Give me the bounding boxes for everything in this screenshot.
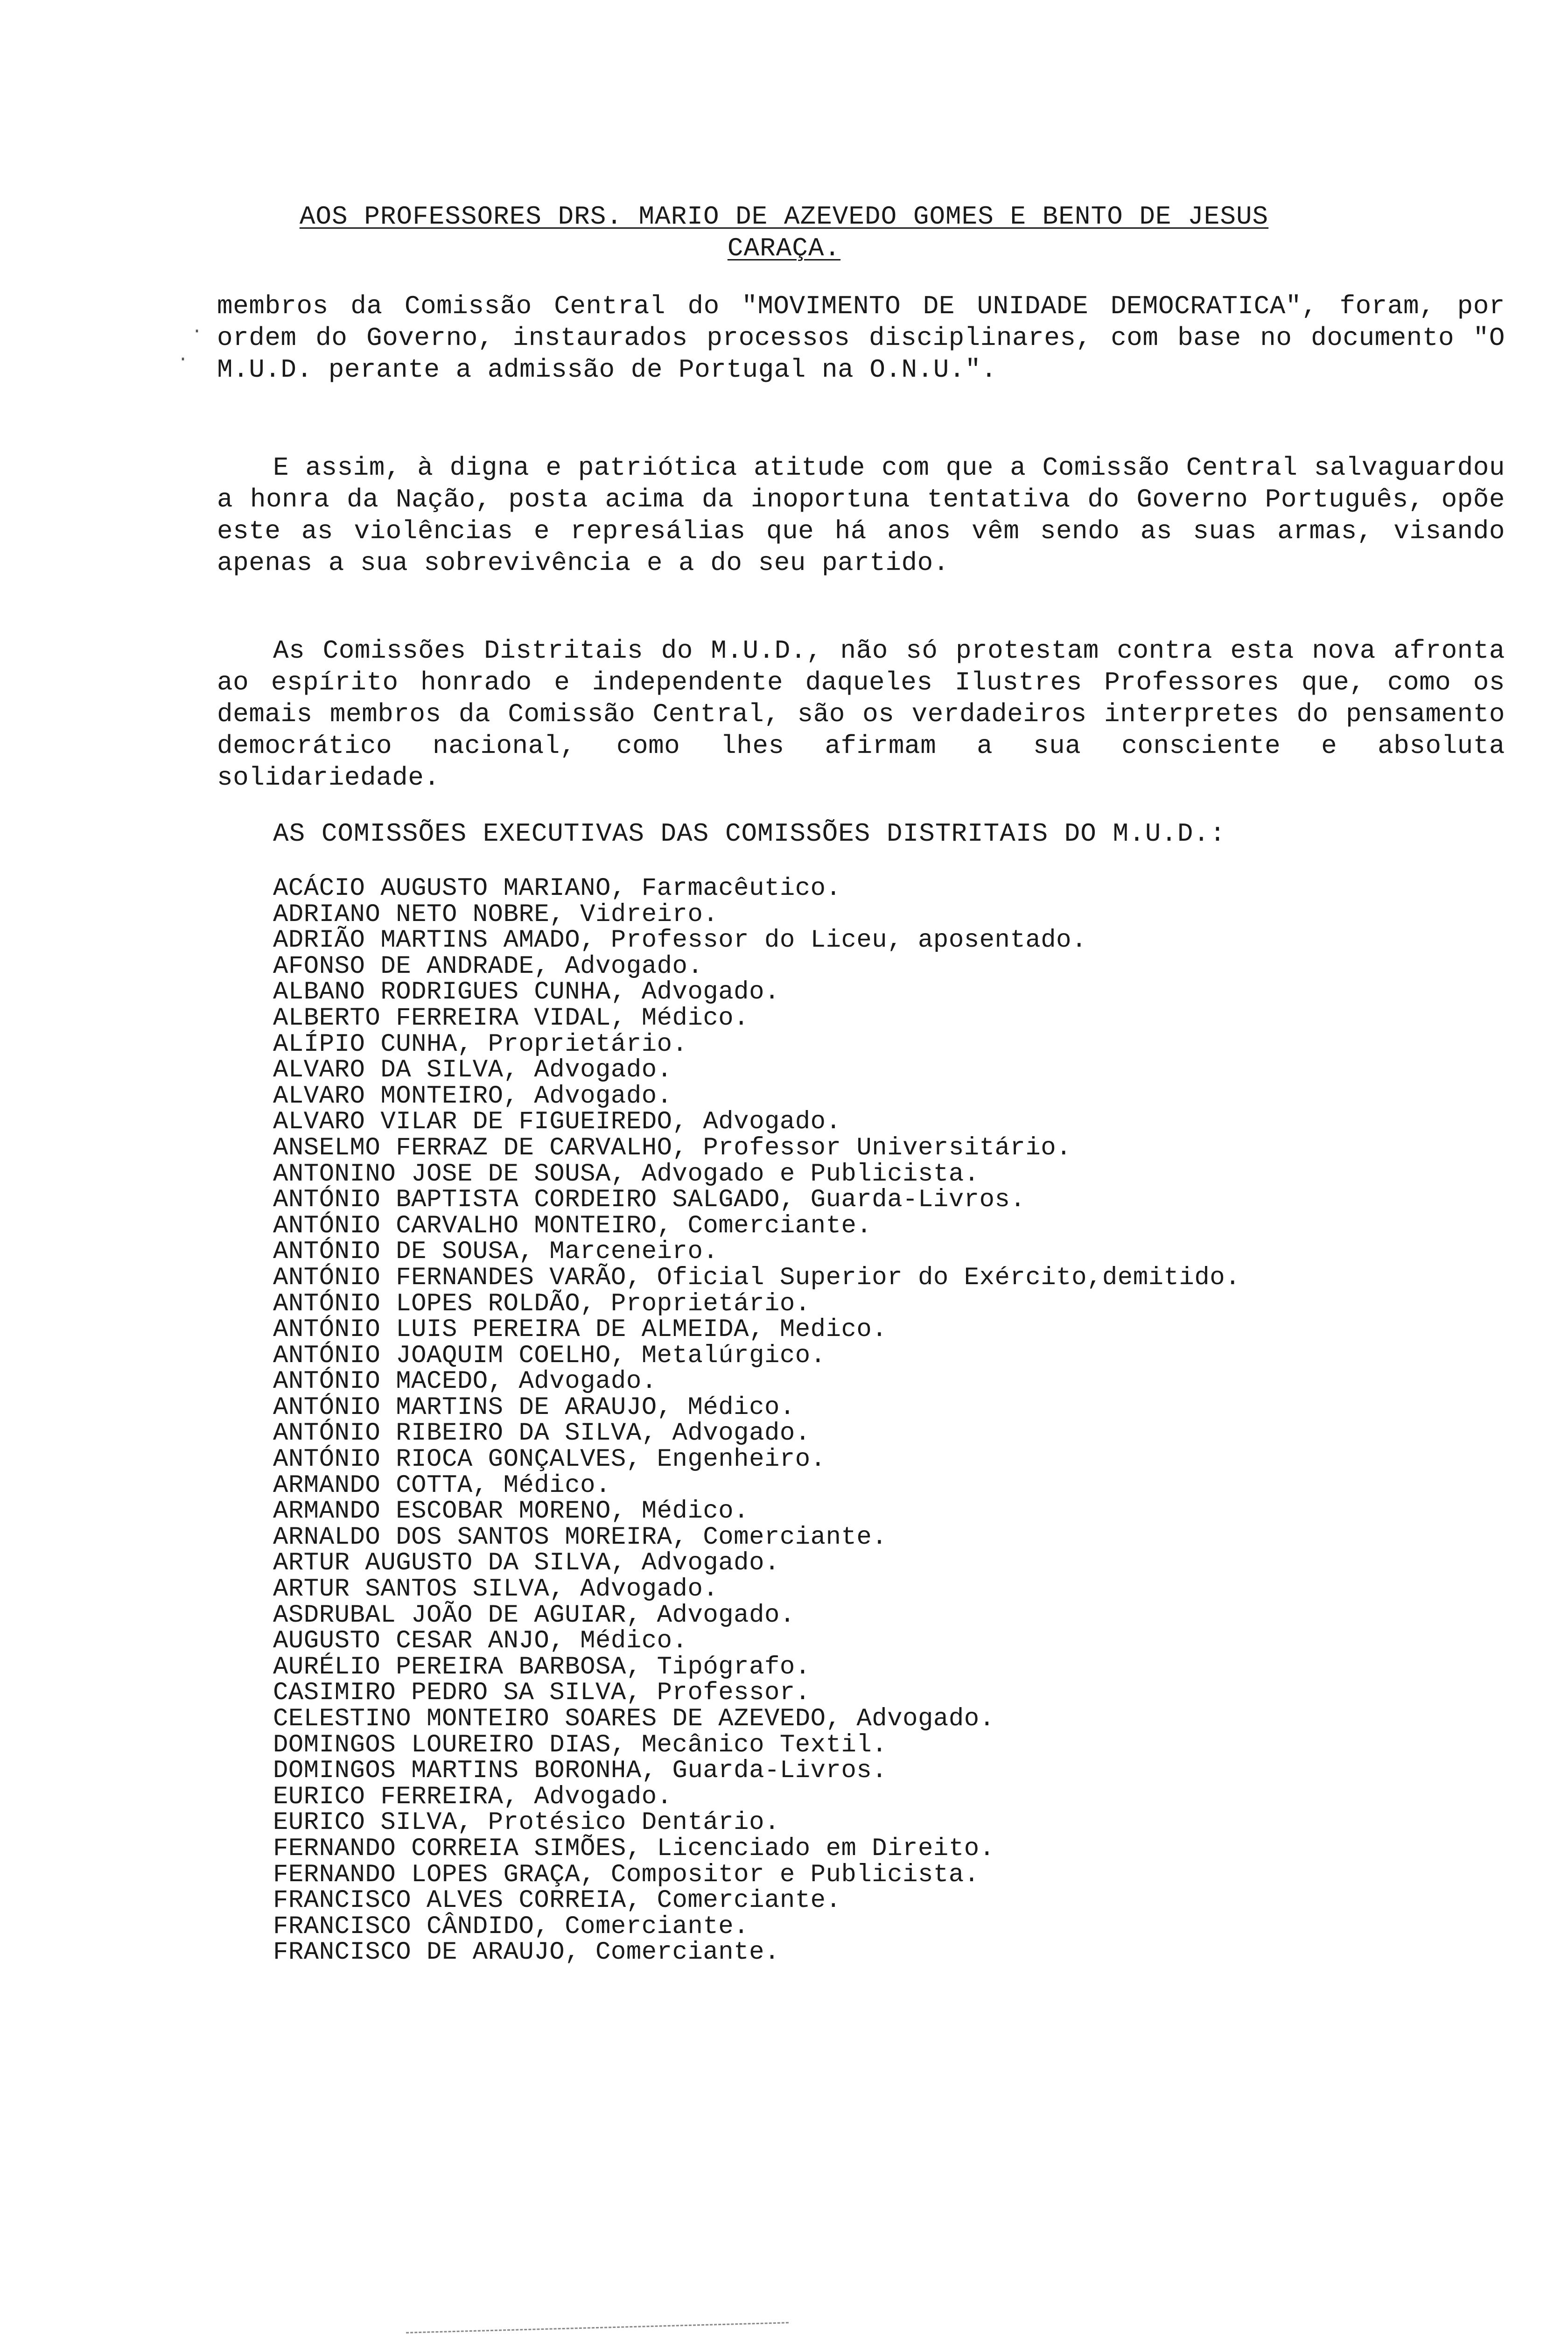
signatory-entry: ARMANDO ESCOBAR MORENO, Médico.: [273, 1497, 749, 1526]
signatory-entry: ANTÓNIO MARTINS DE ARAUJO, Médico.: [273, 1393, 795, 1422]
signatory-entry: EURICO SILVA, Protésico Dentário.: [273, 1808, 780, 1837]
list-heading: AS COMISSÕES EXECUTIVAS DAS COMISSÕES DISTRITAIS DO M.U.D.:: [273, 819, 1226, 849]
signatory-entry: FERNANDO CORREIA SIMÕES, Licenciado em Direito.: [273, 1834, 995, 1863]
signatory-entry: ADRIÃO MARTINS AMADO, Professor do Liceu, aposentado.: [273, 926, 1087, 955]
signatory-entry: ANTÓNIO FERNANDES VARÃO, Oficial Superior do Exército,demitido.: [273, 1263, 1241, 1292]
signatory-entry: FRANCISCO CÂNDIDO, Comerciante.: [273, 1912, 749, 1941]
signatory-entry: ALÍPIO CUNHA, Proprietário.: [273, 1030, 688, 1059]
stray-dash-line: [406, 2322, 789, 2333]
signatory-list: [273, 876, 1505, 1966]
signatory-entry: ARTUR SANTOS SILVA, Advogado.: [273, 1575, 719, 1604]
signatory-entry: CELESTINO MONTEIRO SOARES DE AZEVEDO, Advogado.: [273, 1705, 995, 1733]
signatory-entry: ANTÓNIO LUIS PEREIRA DE ALMEIDA, Medico.: [273, 1315, 888, 1344]
signatory-entry: ANSELMO FERRAZ DE CARVALHO, Professor Universitário.: [273, 1133, 1072, 1162]
signatory-entry: ANTÓNIO LOPES ROLDÃO, Proprietário.: [273, 1289, 811, 1318]
signatory-entry: ARNALDO DOS SANTOS MOREIRA, Comerciante.: [273, 1523, 888, 1552]
signatory-entry: ARTUR AUGUSTO DA SILVA, Advogado.: [273, 1549, 780, 1578]
signatory-entry: AURÉLIO PEREIRA BARBOSA, Tipógrafo.: [273, 1652, 811, 1681]
signatory-entry: ANTÓNIO RIOCA GONÇALVES, Engenheiro.: [273, 1445, 826, 1474]
signatory-entry: ARMANDO COTTA, Médico.: [273, 1471, 611, 1500]
margin-speck: .: [177, 345, 189, 366]
signatory-entry: CASIMIRO PEDRO SA SILVA, Professor.: [273, 1679, 811, 1708]
signatory-entry: ANTÓNIO RIBEIRO DA SILVA, Advogado.: [273, 1419, 811, 1448]
signatory-entry: ADRIANO NETO NOBRE, Vidreiro.: [273, 900, 719, 929]
signatory-entry: ANTÓNIO JOAQUIM COELHO, Metalúrgico.: [273, 1341, 826, 1370]
signatory-entry: EURICO FERREIRA, Advogado.: [273, 1782, 672, 1811]
signatory-entry: DOMINGOS LOUREIRO DIAS, Mecânico Textil.: [273, 1730, 888, 1759]
margin-speck: .: [191, 317, 203, 338]
signatory-entry: FRANCISCO DE ARAUJO, Comerciante.: [273, 1938, 780, 1967]
signatory-entry: ANTÓNIO DE SOUSA, Marceneiro.: [273, 1237, 719, 1266]
signatory-entry: AUGUSTO CESAR ANJO, Médico.: [273, 1627, 688, 1656]
paragraph-3: As Comissões Distritais do M.U.D., não só protestam contra esta nova afronta ao espírito honrado e independente daqueles Ilustres Professores que, como os demais membros da Comissão Central, são os verdadeiros interpretes do pensamento democrático nacional, como lhes afirmam a sua consciente e absoluta solidariedade.: [217, 636, 1505, 793]
paragraph-1: membros da Comissão Central do "MOVIMENTO DE UNIDADE DEMOCRATICA", foram, por ordem do Governo, instaurados processos disciplinares, com base no documento "O M.U.D. perante a admissão de Portugal na O.N.U.".: [217, 291, 1505, 385]
signatory-entry: DOMINGOS MARTINS BORONHA, Guarda-Livros.: [273, 1757, 888, 1786]
signatory-entry: ALBERTO FERREIRA VIDAL, Médico.: [273, 1004, 749, 1033]
signatory-entry: ACÁCIO AUGUSTO MARIANO, Farmacêutico.: [273, 874, 841, 903]
signatory-entry: FRANCISCO ALVES CORREIA, Comerciante.: [273, 1886, 841, 1915]
signatory-entry: AFONSO DE ANDRADE, Advogado.: [273, 952, 703, 981]
signatory-entry: ALBANO RODRIGUES CUNHA, Advogado.: [273, 978, 780, 1007]
signatory-entry: ALVARO MONTEIRO, Advogado.: [273, 1082, 672, 1111]
document-title: AOS PROFESSORES DRS. MARIO DE AZEVEDO GOMES E BENTO DE JESUS CARAÇA.: [299, 202, 1269, 263]
signatory-entry: ANTÓNIO CARVALHO MONTEIRO, Comerciante.: [273, 1211, 872, 1240]
signatory-entry: ANTONINO JOSE DE SOUSA, Advogado e Publicista.: [273, 1160, 980, 1188]
signatory-entry: ALVARO VILAR DE FIGUEIREDO, Advogado.: [273, 1108, 841, 1137]
signatory-entry: ALVARO DA SILVA, Advogado.: [273, 1056, 672, 1085]
signatory-entry: ANTÓNIO MACEDO, Advogado.: [273, 1367, 657, 1396]
paragraph-2: E assim, à digna e patriótica atitude com que a Comissão Central salvaguardou a honra da Nação, posta acima da inoportuna tentativa do Governo Português, opõe este as violências e represálias que há anos vêm sendo as suas armas, visando apenas a sua sobrevivência e a do seu partido.: [217, 453, 1505, 578]
signatory-entry: FERNANDO LOPES GRAÇA, Compositor e Publicista.: [273, 1860, 980, 1889]
signatory-entry: ANTÓNIO BAPTISTA CORDEIRO SALGADO, Guarda-Livros.: [273, 1186, 1026, 1215]
signatory-entry: ASDRUBAL JOÃO DE AGUIAR, Advogado.: [273, 1601, 795, 1630]
